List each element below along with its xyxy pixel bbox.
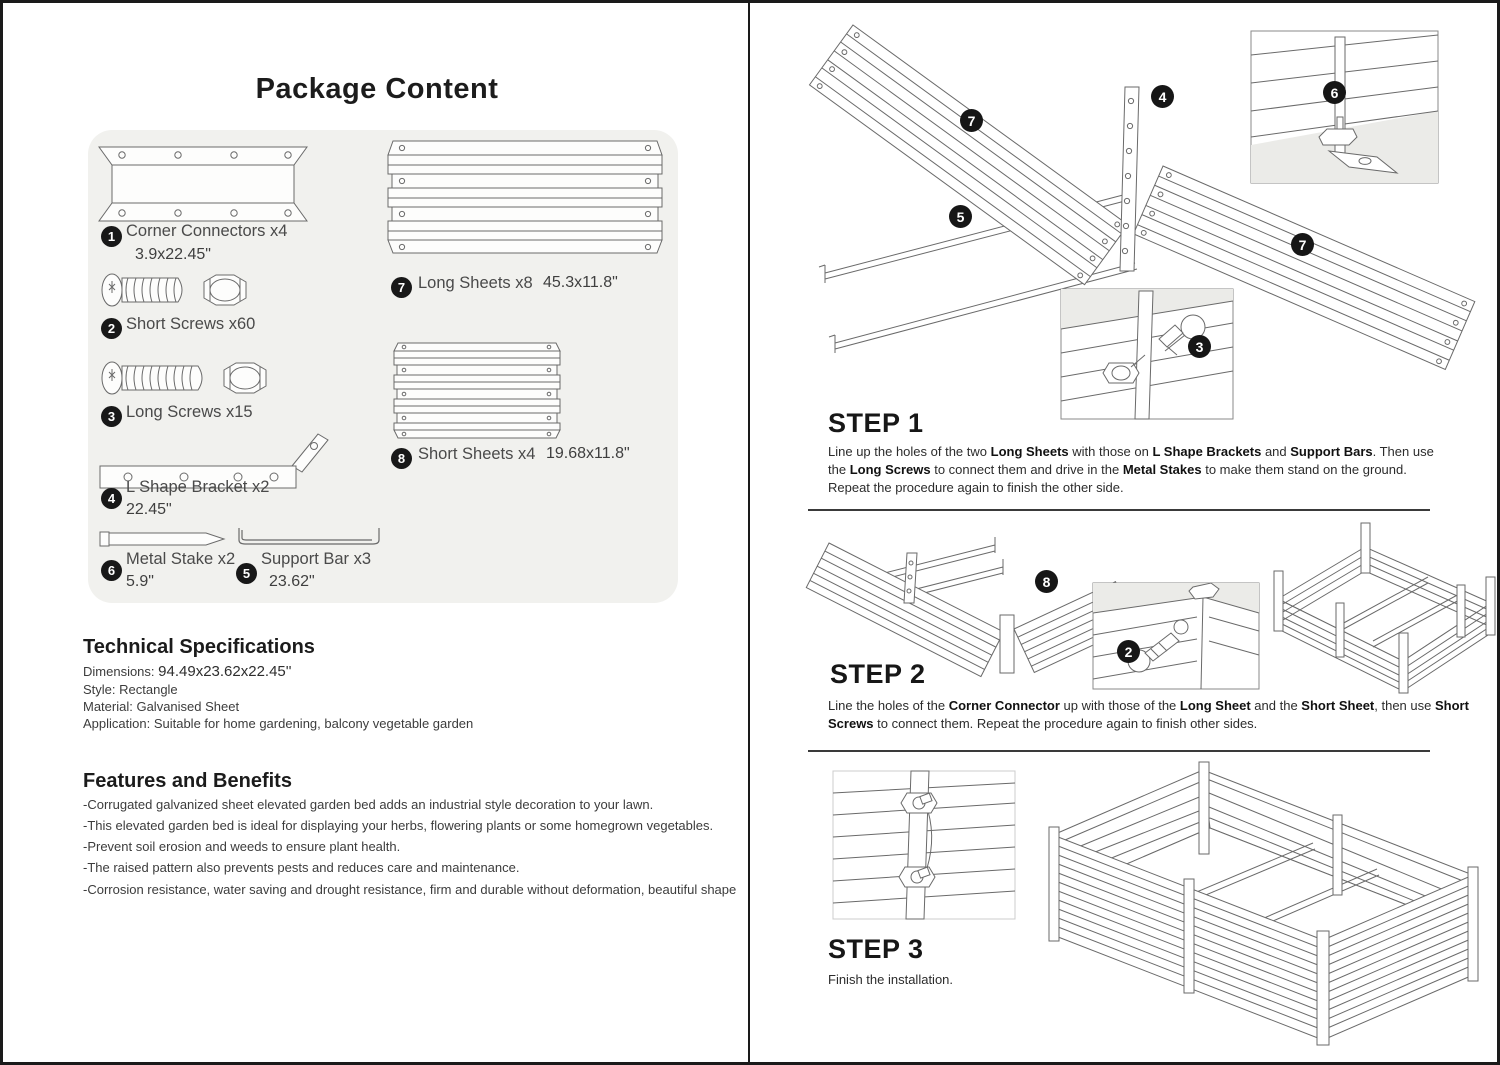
text-segment: Corner Connector: [948, 698, 1060, 713]
part-label: Corner Connectors x4: [126, 222, 288, 240]
step1-diagram: [773, 11, 1495, 421]
text-segment: to connect them and drive in the: [930, 461, 1123, 477]
part-label: Long Sheets x8: [418, 274, 533, 292]
features-heading: Features and Benefits: [83, 770, 292, 792]
text-segment: Long Sheets: [990, 444, 1069, 459]
step3-text: Finish the installation.: [828, 972, 954, 987]
feature-item: -This elevated garden bed is ideal for displaying your herbs, flowering plants or some homegrown vegetables.: [83, 818, 714, 834]
text-segment: to make them stand on the ground. Repeat the procedure again to finish the other side.: [828, 461, 1407, 495]
metal-stake-drawing: [98, 528, 230, 550]
part-dimension: 45.3x11.8": [543, 274, 618, 291]
spec-style: Style: Rectangle: [83, 682, 178, 697]
text-segment: and the: [1250, 698, 1302, 713]
part-dimension: 19.68x11.8": [546, 445, 630, 462]
text-segment: Long Screws: [849, 461, 931, 477]
section-divider: [808, 509, 1430, 511]
diagram-badge-support-bar: 5: [949, 205, 972, 228]
text-segment: Support Bars: [1290, 444, 1373, 459]
step2-heading: STEP 2: [830, 659, 926, 689]
text-segment: with those on: [1068, 444, 1153, 459]
text-segment: up with those of the: [1059, 698, 1180, 713]
tech-specs-heading: Technical Specifications: [83, 636, 315, 658]
short-sheets-drawing: [394, 342, 560, 442]
diagram-badge-short-screw: 2: [1117, 640, 1140, 663]
part-badge: 5: [236, 563, 257, 584]
short-screw-drawing: [98, 268, 250, 312]
part-label: Short Screws x60: [126, 315, 256, 333]
text-segment: Short Screws: [828, 698, 1469, 731]
part-badge: 4: [101, 488, 122, 509]
step1-text: [828, 443, 1442, 497]
diagram-badge-short-sheet: 8: [1035, 570, 1058, 593]
text-segment: Metal Stakes: [1122, 461, 1202, 477]
part-dimension: 5.9": [126, 573, 154, 590]
part-badge: 7: [391, 277, 412, 298]
part-badge: 2: [101, 318, 122, 339]
features-list: [83, 797, 743, 903]
feature-item: -Corrosion resistance, water saving and drought resistance, firm and durable without deformation, beautiful shape: [83, 881, 737, 897]
text-segment: to connect them. Repeat the procedure again to finish other sides.: [873, 715, 1258, 731]
text-segment: Short Sheet: [1301, 698, 1375, 713]
spec-dimensions-value: 94.49x23.62x22.45'': [158, 663, 292, 680]
part-badge: 6: [101, 560, 122, 581]
text-segment: L Shape Brackets: [1152, 444, 1262, 459]
part-dimension: 23.62": [269, 573, 315, 590]
text-segment: , then use: [1374, 698, 1435, 713]
text-segment: Line up the holes of the two: [828, 444, 991, 459]
corner-connector-drawing: [96, 142, 310, 226]
part-badge: 8: [391, 448, 412, 469]
part-label: L Shape Bracket x2: [126, 478, 270, 496]
step1-heading: STEP 1: [828, 408, 924, 438]
text-segment: and: [1261, 444, 1291, 459]
page-title: Package Content: [255, 73, 499, 105]
feature-item: -The raised pattern also prevents pests and reduces care and maintenance.: [83, 860, 520, 876]
long-screw-drawing: [98, 356, 270, 400]
part-label: Long Screws x15: [126, 403, 253, 421]
diagram-badge-long-sheet: 7: [960, 109, 983, 132]
spec-dimensions: [83, 663, 292, 680]
part-badge: 3: [101, 406, 122, 427]
part-dimension: 3.9x22.45": [135, 246, 211, 263]
support-bar-drawing: [233, 524, 385, 552]
section-divider: [808, 750, 1430, 752]
step3-heading: STEP 3: [828, 934, 924, 964]
diagram-badge-l-bracket: 4: [1151, 85, 1174, 108]
long-sheets-drawing: [388, 140, 662, 264]
part-label: Short Sheets x4: [418, 445, 536, 463]
text-segment: Line the holes of the: [828, 698, 949, 713]
text-segment: . Then use the: [828, 444, 1434, 477]
part-badge: 1: [101, 226, 122, 247]
spec-application: Application: Suitable for home gardening, balcony vegetable garden: [83, 716, 474, 731]
diagram-badge-long-sheet-2: 7: [1291, 233, 1314, 256]
step2-text: [828, 697, 1472, 733]
text-segment: Long Sheet: [1179, 698, 1251, 713]
feature-item: -Corrugated galvanized sheet elevated garden bed adds an industrial style decoration to your lawn.: [83, 797, 654, 812]
diagram-badge-long-screw: 3: [1188, 335, 1211, 358]
part-dimension: 22.45": [126, 501, 172, 518]
spec-material: Material: Galvanised Sheet: [83, 699, 240, 714]
spec-dimensions-label: Dimensions:: [83, 664, 155, 679]
parts-panel: [88, 130, 678, 603]
part-label: Support Bar x3: [261, 550, 372, 568]
page-divider: [748, 3, 750, 1065]
diagram-badge-metal-stake: 6: [1323, 81, 1346, 104]
step3-diagram: [773, 755, 1499, 1047]
feature-item: -Prevent soil erosion and weeds to ensure plant health.: [83, 839, 401, 855]
part-label: Metal Stake x2: [126, 550, 236, 568]
